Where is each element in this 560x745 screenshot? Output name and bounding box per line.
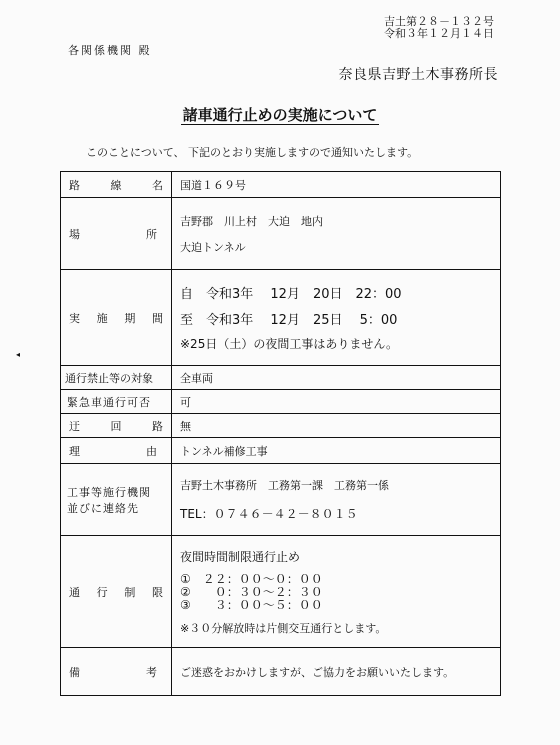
- label-cell: [61, 198, 172, 270]
- label-char: 通: [69, 585, 80, 599]
- label-char: 線: [110, 178, 122, 192]
- period-note: ※25日（土）の夜間工事はありません。: [180, 337, 399, 351]
- contact-phone: TEL：０７４６－４２－８０１５: [180, 507, 358, 521]
- label-char: 考: [146, 665, 157, 679]
- label-char: 所: [146, 227, 157, 241]
- label-char: 間: [151, 311, 163, 325]
- value-cell: [172, 172, 501, 198]
- label-char: 迂: [69, 419, 80, 433]
- label-remarks: [61, 664, 171, 680]
- value-cell: [172, 414, 501, 438]
- label-char: 場: [69, 227, 80, 241]
- value-cell: [172, 464, 501, 536]
- label-char: 由: [146, 444, 157, 458]
- lead-text: このことについて、 下記のとおり実施しますので通知いたします。: [86, 146, 419, 159]
- label-cell: [61, 536, 172, 648]
- target-value: 全車両: [180, 371, 213, 385]
- table-row-emergency: [61, 390, 501, 414]
- label-char: 路: [69, 178, 80, 192]
- notice-table: [60, 171, 501, 696]
- label-reason: [61, 443, 171, 459]
- document-number-block: [384, 16, 494, 40]
- label-char: 備: [69, 665, 80, 679]
- label-line: 工事等施行機関: [67, 485, 151, 499]
- label-cell: [61, 172, 172, 198]
- table-row-restriction: [61, 536, 501, 648]
- table-row-location: [61, 198, 501, 270]
- label-char: 期: [124, 311, 136, 325]
- page-title: [0, 104, 560, 125]
- label-line: 並びに連絡先: [67, 501, 139, 515]
- label-location: [61, 226, 171, 242]
- label-char: 限: [151, 585, 163, 599]
- contact-office: 吉野土木事務所 工務第一課 工務第一係: [180, 479, 389, 492]
- label-cell: [61, 464, 172, 536]
- label-char: 名: [152, 178, 163, 192]
- label-char: 行: [96, 585, 108, 599]
- route-value: 国道１６９号: [180, 178, 246, 192]
- table-row-period: [61, 270, 501, 366]
- table-row-route: [61, 172, 501, 198]
- value-cell: [172, 366, 501, 390]
- label-restriction: [61, 584, 171, 600]
- value-cell: [172, 198, 501, 270]
- period-start: 自 令和3年 12月 20日 22：00: [180, 287, 402, 302]
- label-char: 理: [69, 444, 80, 458]
- label-contact: [61, 484, 171, 516]
- label-char: 施: [96, 311, 108, 325]
- recipient: 各関係機関 殿: [68, 44, 152, 57]
- table-row-detour: [61, 414, 501, 438]
- period-end: 至 令和3年 12月 25日 5：00: [180, 313, 398, 328]
- label-cell: [61, 270, 172, 366]
- value-cell: [172, 270, 501, 366]
- table-row-target: [61, 366, 501, 390]
- table-row-contact: [61, 464, 501, 536]
- sender: 奈良県吉野土木事務所長: [338, 67, 498, 83]
- label-target: 通行禁止等の対象: [65, 371, 153, 385]
- label-detour: [61, 418, 171, 434]
- value-cell: [172, 438, 501, 464]
- label-route: [61, 177, 171, 193]
- label-char: 回: [110, 419, 122, 433]
- title-text: 諸車通行止めの実施について: [182, 106, 378, 124]
- label-char: 実: [69, 311, 80, 325]
- restriction-heading: 夜間時間制限通行止め: [180, 549, 301, 564]
- location-line: 吉野郡 川上村 大迫 地内: [180, 214, 323, 228]
- restriction-slot-1: ① ２２：００～０：００: [180, 571, 323, 586]
- document-number: 吉土第２８－１３２号: [384, 15, 494, 28]
- document-date: 令和３年１２月１４日: [384, 27, 494, 40]
- label-char: 制: [124, 585, 136, 599]
- location-line: 大迫トンネル: [180, 240, 246, 254]
- detour-value: 無: [180, 419, 191, 433]
- label-cell: [61, 390, 172, 414]
- reason-value: トンネル補修工事: [180, 444, 268, 458]
- table-row-reason: [61, 438, 501, 464]
- label-emergency: 緊急車通行可否: [67, 395, 151, 409]
- restriction-slot-2: ② ０：３０～２：３０: [180, 584, 323, 599]
- value-cell: [172, 390, 501, 414]
- label-period: [61, 310, 171, 326]
- emergency-value: 可: [180, 395, 191, 409]
- value-cell: [172, 648, 501, 696]
- margin-mark: ◂: [16, 350, 21, 359]
- label-char: 路: [152, 419, 163, 433]
- label-cell: [61, 648, 172, 696]
- label-cell: [61, 414, 172, 438]
- label-cell: [61, 366, 172, 390]
- restriction-note: ※３０分解放時は片側交互通行とします。: [180, 621, 387, 635]
- label-cell: [61, 438, 172, 464]
- value-cell: [172, 536, 501, 648]
- table-row-remarks: [61, 648, 501, 696]
- remarks-value: ご迷惑をおかけしますが、ご協力をお願いいたします。: [180, 665, 455, 679]
- restriction-slot-3: ③ ３：００～５：００: [180, 597, 323, 612]
